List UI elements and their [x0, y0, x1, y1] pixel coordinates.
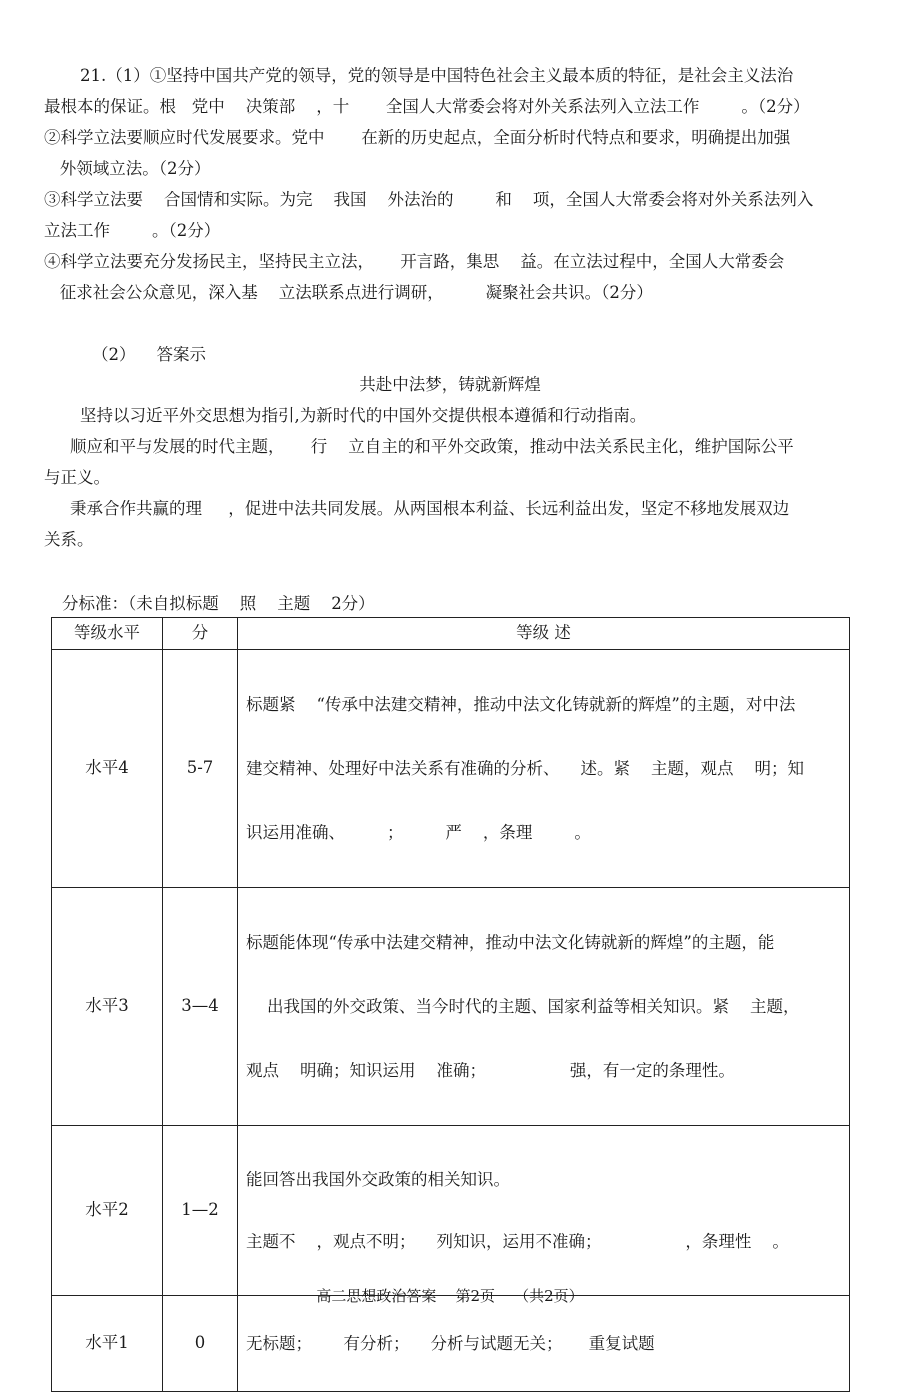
level-cell: 水平1	[52, 1296, 163, 1392]
table-row	[52, 1296, 850, 1392]
q21-line-7: ④科学立法要充分发扬民主，坚持民主立法， 开言路，集思 益。在立法过程中，全国人大常委会	[44, 252, 785, 271]
level-cell: 水平3	[52, 888, 163, 1126]
q21-line-3: ②科学立法要顺应时代发展要求。党中 在新的历史起点，全面分析时代特点和要求，明确提出加强	[44, 128, 791, 147]
description-line: 无标题； 有分析； 分析与试题无关； 重复试题	[246, 1334, 655, 1353]
q21-line-5: ③科学立法要 合国情和实际。为完 我国 外法治的 和 项，全国人大常委会将对外关系法列入	[44, 190, 814, 209]
table-header-row	[52, 618, 850, 650]
description-line: 能回答出我国外交政策的相关知识。	[246, 1170, 510, 1189]
level-cell: 水平4	[52, 650, 163, 888]
scoring-table	[51, 617, 850, 1392]
essay-line-3: 与正义。	[44, 468, 110, 487]
essay-line-2: 顺应和平与发展的时代主题， 行 立自主的和平外交政策，推动中法关系民主化，维护国际公平	[70, 437, 794, 456]
q21-line-8: 征求社会公众意见，深入基 立法联系点进行调研， 凝聚社会共识。（2分）	[44, 283, 653, 302]
table-row	[52, 888, 850, 1126]
header-description: 等级 述	[238, 618, 850, 650]
q21-line-1: 21.（1）①坚持中国共产党的领导，党的领导是中国特色社会主义最本质的特征，是社会主义法治	[80, 66, 794, 85]
scoring-title: 分标准：（未自拟标题 照 主题 2分）	[62, 594, 375, 613]
description-line: 观点 明确；知识运用 准确； 强，有一定的条理性。	[246, 1061, 735, 1080]
essay-line-4: 秉承合作共赢的理 ，促进中法共同发展。从两国根本利益、长远利益出发，坚定不移地发展双边	[70, 499, 790, 518]
description-line: 主题不 ，观点不明； 列知识，运用不准确； ，条理性 。	[246, 1232, 789, 1251]
page-footer: 高二思想政治答案 第2页 （共2页）	[316, 1287, 584, 1305]
essay-line-5: 关系。	[44, 530, 94, 549]
table-row	[52, 1126, 850, 1296]
description-line: 标题能体现“传承中法建交精神，推动中法文化铸就新的辉煌”的主题，能	[246, 933, 775, 952]
description-line: 识运用准确、 ； 严 ，条理 。	[246, 823, 591, 842]
description-cell	[238, 1126, 850, 1296]
score-cell: 1—2	[163, 1126, 238, 1296]
q21-line-4: 外领域立法。（2分）	[44, 159, 211, 178]
score-cell: 3—4	[163, 888, 238, 1126]
description-line: 出我国的外交政策、当今时代的主题、国家利益等相关知识。紧 主题，	[246, 997, 800, 1016]
part2-label: （2） 答案示	[92, 345, 206, 364]
description-line: 标题紧 “传承中法建交精神，推动中法文化铸就新的辉煌”的主题，对中法	[246, 695, 796, 714]
essay-line-1: 坚持以习近平外交思想为指引,为新时代的中国外交提供根本遵循和行动指南。	[80, 406, 647, 425]
q21-line-2: 最根本的保证。根 党中 决策部 ，十 全国人大常委会将对外关系法列入立法工作 。（2分）	[44, 97, 810, 116]
description-cell	[238, 1296, 850, 1392]
q21-line-6: 立法工作 。（2分）	[44, 221, 221, 240]
score-cell: 0	[163, 1296, 238, 1392]
table-row	[52, 650, 850, 888]
essay-title: 共赴中法梦，铸就新辉煌	[359, 375, 541, 394]
description-line: 建交精神、处理好中法关系有准确的分析、 述。紧 主题，观点 明；知	[246, 759, 804, 778]
description-cell	[238, 888, 850, 1126]
description-cell	[238, 650, 850, 888]
level-cell: 水平2	[52, 1126, 163, 1296]
score-cell: 5-7	[163, 650, 238, 888]
header-level: 等级水平	[52, 618, 163, 650]
header-score: 分	[163, 618, 238, 650]
